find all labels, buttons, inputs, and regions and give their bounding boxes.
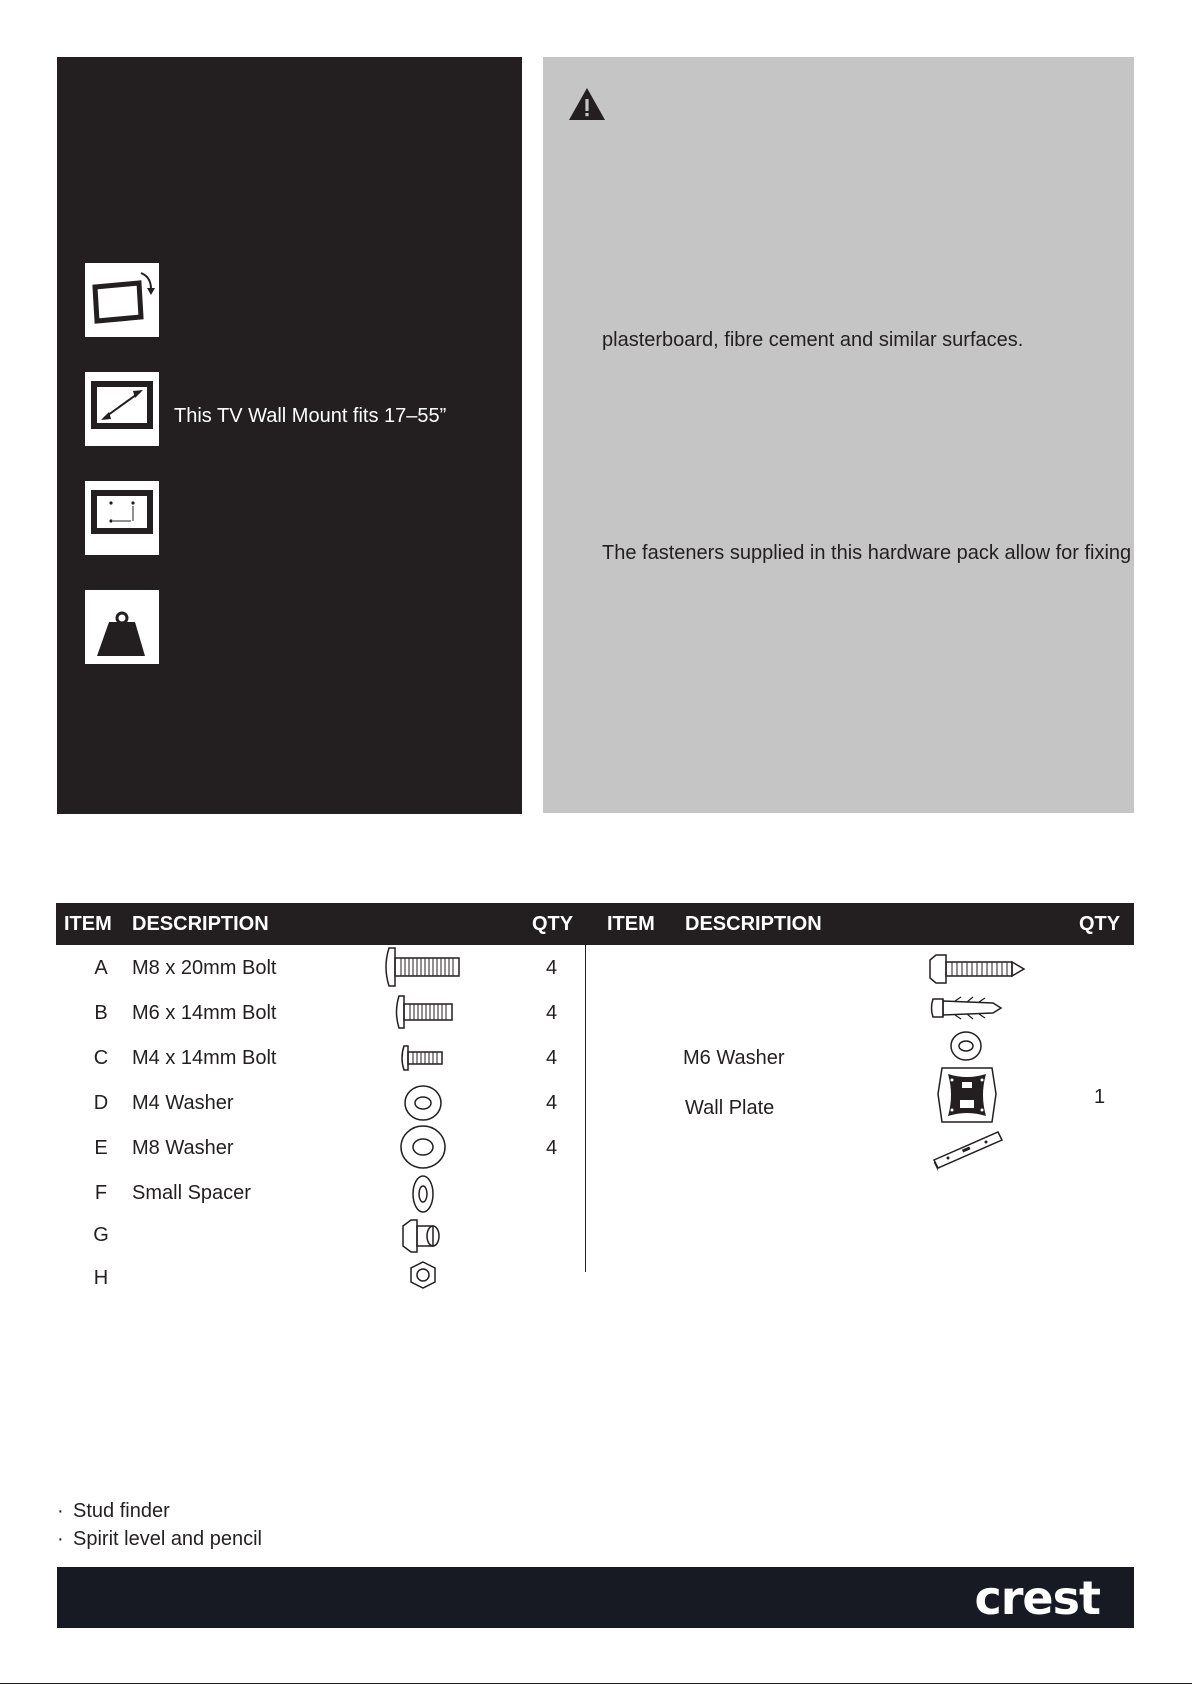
warning-panel <box>543 57 1134 813</box>
spacer-icon <box>411 1174 435 1214</box>
item-description: M4 Washer <box>132 1092 234 1114</box>
qty-header: QTY <box>532 913 574 935</box>
item-letter: F <box>94 1182 108 1204</box>
wall-plug-icon <box>929 993 1005 1023</box>
bullet: · <box>57 1528 64 1550</box>
tool-label: Stud finder <box>73 1500 170 1522</box>
tools-list <box>57 1497 262 1553</box>
footer-bar <box>57 1567 1134 1628</box>
mounting-rail-icon <box>932 1128 1004 1172</box>
item-header-right: ITEM <box>607 913 655 935</box>
column-divider <box>585 945 586 1272</box>
hex-nut-icon <box>408 1260 438 1290</box>
item-qty: 4 <box>546 1137 558 1159</box>
item-letter: A <box>94 957 108 979</box>
description-header: DESCRIPTION <box>132 913 269 935</box>
item-qty: 1 <box>1094 1086 1106 1108</box>
tool-item <box>57 1497 262 1525</box>
item-qty: 4 <box>546 1047 558 1069</box>
lag-screw-icon <box>926 954 1026 984</box>
tool-item <box>57 1525 262 1553</box>
item-letter: D <box>93 1092 109 1114</box>
item-description: M6 Washer <box>683 1047 785 1069</box>
vesa-pattern-icon <box>85 481 159 555</box>
qty-header-right: QTY <box>1079 913 1121 935</box>
washer-small-icon <box>403 1083 443 1123</box>
fits-size-text: This TV Wall Mount fits 17–55” <box>174 405 447 427</box>
crest-logo: crest <box>974 1571 1100 1625</box>
item-description: Wall Plate <box>685 1097 775 1119</box>
item-qty: 4 <box>546 957 558 979</box>
item-letter: B <box>94 1002 108 1024</box>
weight-icon <box>85 590 159 664</box>
tool-label: Spirit level and pencil <box>73 1528 262 1550</box>
bolt-small-icon <box>399 1044 445 1072</box>
fasteners-text: The fasteners supplied in this hardware pack allow for fixing <box>602 542 1132 564</box>
flanged-nut-icon <box>399 1218 443 1254</box>
item-qty: 4 <box>546 1002 558 1024</box>
bolt-medium-icon <box>393 994 455 1030</box>
item-letter: C <box>93 1047 109 1069</box>
item-description: M4 x 14mm Bolt <box>132 1047 277 1069</box>
item-letter: G <box>93 1224 109 1246</box>
wall-plate-icon <box>934 1064 1000 1126</box>
item-letter: E <box>94 1137 108 1159</box>
screen-size-icon <box>85 372 159 446</box>
warning-icon <box>567 86 607 122</box>
washer-icon <box>949 1029 983 1063</box>
item-description: M6 x 14mm Bolt <box>132 1002 277 1024</box>
parts-table-header <box>56 903 1134 945</box>
bullet: · <box>57 1500 64 1522</box>
bolt-large-icon <box>381 946 463 988</box>
item-header: ITEM <box>64 913 112 935</box>
description-header-right: DESCRIPTION <box>685 913 822 935</box>
washer-large-icon <box>399 1124 447 1170</box>
item-description: M8 x 20mm Bolt <box>132 957 277 979</box>
surfaces-text: plasterboard, fibre cement and similar surfaces. <box>602 329 1024 351</box>
item-qty: 4 <box>546 1092 558 1114</box>
tilt-icon <box>85 263 159 337</box>
item-description: M8 Washer <box>132 1137 234 1159</box>
item-description: Small Spacer <box>132 1182 251 1204</box>
item-letter: H <box>93 1267 109 1289</box>
features-panel <box>57 57 522 814</box>
page-bottom-rule <box>0 1683 1192 1684</box>
